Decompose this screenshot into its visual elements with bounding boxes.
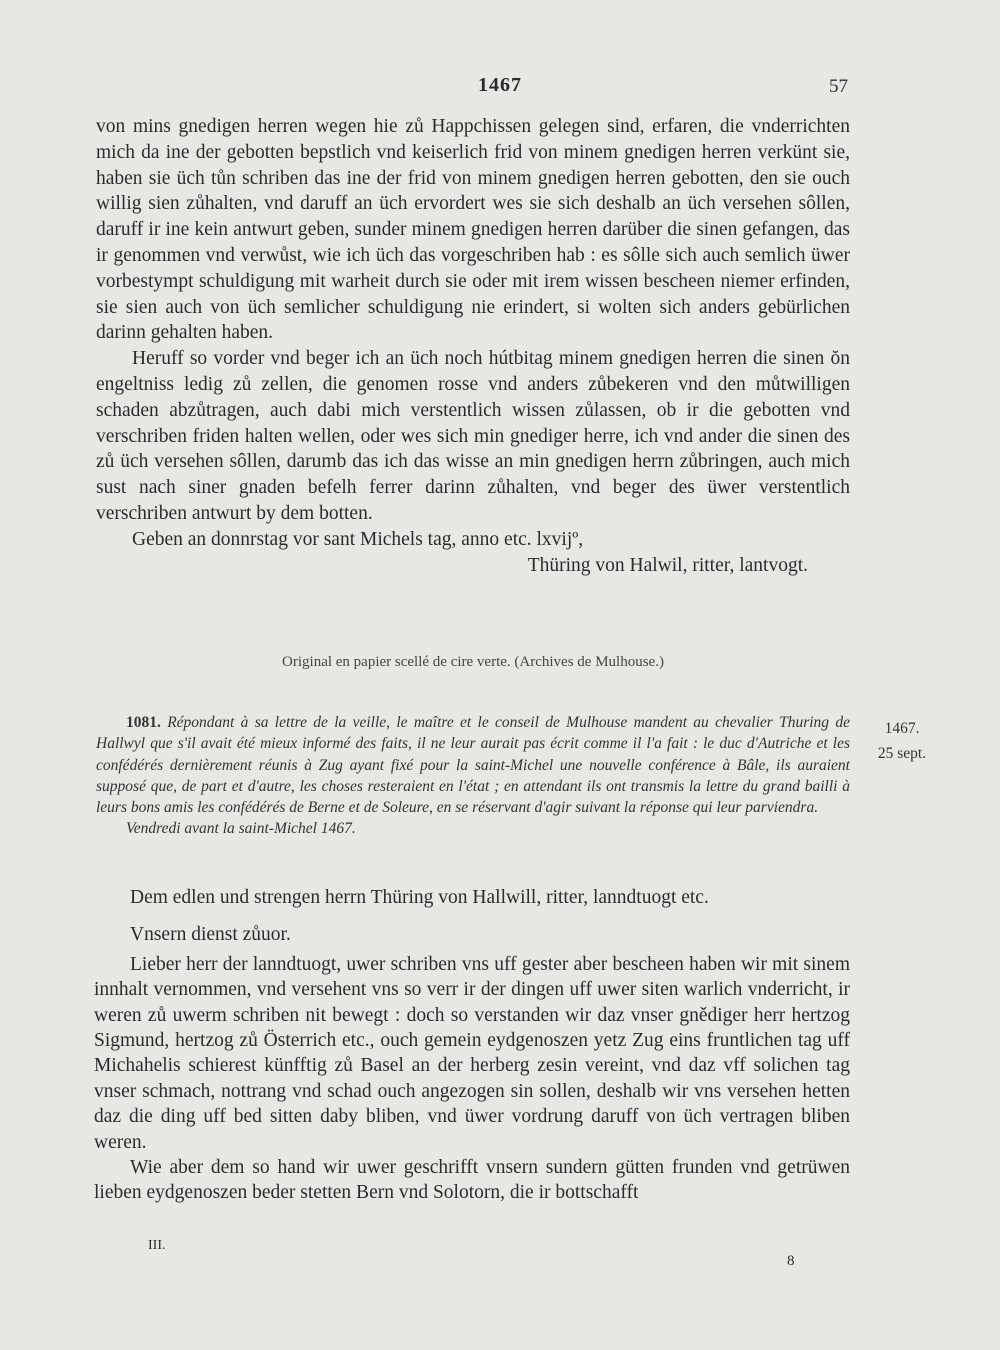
- signature-mark: 8: [787, 1253, 795, 1269]
- letter-continuation: [96, 114, 850, 578]
- margin-year: 1467.: [884, 720, 920, 737]
- letter-address: Dem edlen und strengen herrn Thüring von Hallwill, ritter, lanndtuogt etc.: [130, 887, 709, 908]
- signature-line: Thüring von Halwil, ritter, lantvogt.: [527, 554, 808, 576]
- letter-text: [94, 885, 850, 1206]
- volume-number: III.: [148, 1238, 166, 1253]
- running-head-year: 1467: [478, 74, 522, 96]
- paragraph: Lieber herr der lanndtuogt, uwer schriben vns uff gester aber bescheen haben wir mit sinem innhalt vernommen, vnd versehent vns so verr ir der dingen uff uwer siten warlich vnderricht, ir weren zů uwerm schriben nit bewegt : doch so verstanden wir daz vnser gnědiger herr hertzog Sigmund, hertzog zů Österrich etc., ouch gemein eydgenoszen yetz Zug eins fruntlichen tag uff Michahelis schierest künfftig zů Basel an der herberg zesin vereint, vnd daz vff solichen tag vnser schmach, nottrang vnd schad ouch angezogen sin sollen, deshalb wir vns versehen hetten daz die ding uff bed sitten daby bliben, vnd üwer vordrung daruff von üch vertragen bliben weren.: [94, 953, 850, 1153]
- source-note: Original en papier scellé de cire verte. (Archives de Mulhouse.): [282, 654, 664, 670]
- margin-day: 25 sept.: [877, 745, 927, 762]
- paragraph: Wie aber dem so hand wir uwer geschrifft vnsern sundern gütten frunden vnd getrüwen lieben eydgenoszen beder stetten Bern vnd Solotorn, die ir bottschafft: [94, 1157, 850, 1204]
- entry-number: 1081.: [126, 714, 161, 731]
- letter-greeting: Vnsern dienst zůuor.: [130, 924, 291, 946]
- paragraph: Heruff so vorder vnd beger ich an üch noch hútbitag minem gnedigen herren die sinen ŏn engeltniss ledig zů zellen, die genomen rosse vnd anders zůbekeren vnd den můtwilligen schaden abzůtragen, auch dabi mich verstentlich wissen zůlassen, ob ir die gebotten vnd verschriben friden halten wellen, oder wes sich min gnediger herre, ich vnd ander die sinen des zů üch versehen sôllen, darumb das ich das wisse an min gnedigen herrn zůbringen, auch mich sust nach siner gnaden befelh ferrer darinn zůhalten, vnd beger des üwer verstentlich verschriben antwurt by dem botten.: [96, 348, 850, 524]
- summary-text: Répondant à sa lettre de la veille, le maître et le conseil de Mulhouse mandent au chevalier Thuring de Hallwyl que s'il avait été mieux informé des faits, il ne leur aurait pas écrit comme il l'a fait : le duc d'Autriche et les confédérés dernièrement réunis à Zug ayant fixé pour la saint-Michel une nouvelle conférence à Bâle, ils auraient supposé que, de part et d'autre, les choses resteraient en l'état ; en attendant ils ont transmis la lettre du grand bailli à leurs bons amis les confédérés de Berne et de Soleure, en se réservant d'agir suivant la réponse qui leur parviendra.: [96, 714, 850, 817]
- dating-clause: Geben an donnrstag vor sant Michels tag, anno etc. lxvijº,: [132, 528, 584, 550]
- entry-summary: [96, 712, 850, 840]
- margin-date: [862, 716, 942, 766]
- entry-dateline: Vendredi avant la saint-Michel 1467.: [126, 820, 356, 838]
- paragraph: von mins gnedigen herren wegen hie zů Happchissen gelegen sind, erfaren, die vnderrichten mich da ine der gebotten bepstlich vnd keiserlich frid von minem gnedigen herren verkünt sie, haben sie üch tůn schriben das ine der frid von minem gnedigen herren gebotten, den sie ouch willig sien zůhalten, vnd daruff an üch ervordert wes sie sich deshalb an üch versehen sôllen, daruff ir ine kein antwurt geben, sunder minem gnedigen herren darüber die sinen gefangen, das ir genommen vnd verwůst, wie ich üch das vorgeschriben hab : es sôlle sich auch semlich üwer vorbestympt schuldigung mit warheit durch sie oder mit irem wissen bescheen niemer erfinden, sie sien auch von üch semlicher schuldigung nie erindert, si wolten sich anders gebürlichen darinn gehalten haben.: [96, 116, 850, 344]
- page-number: 57: [829, 76, 848, 97]
